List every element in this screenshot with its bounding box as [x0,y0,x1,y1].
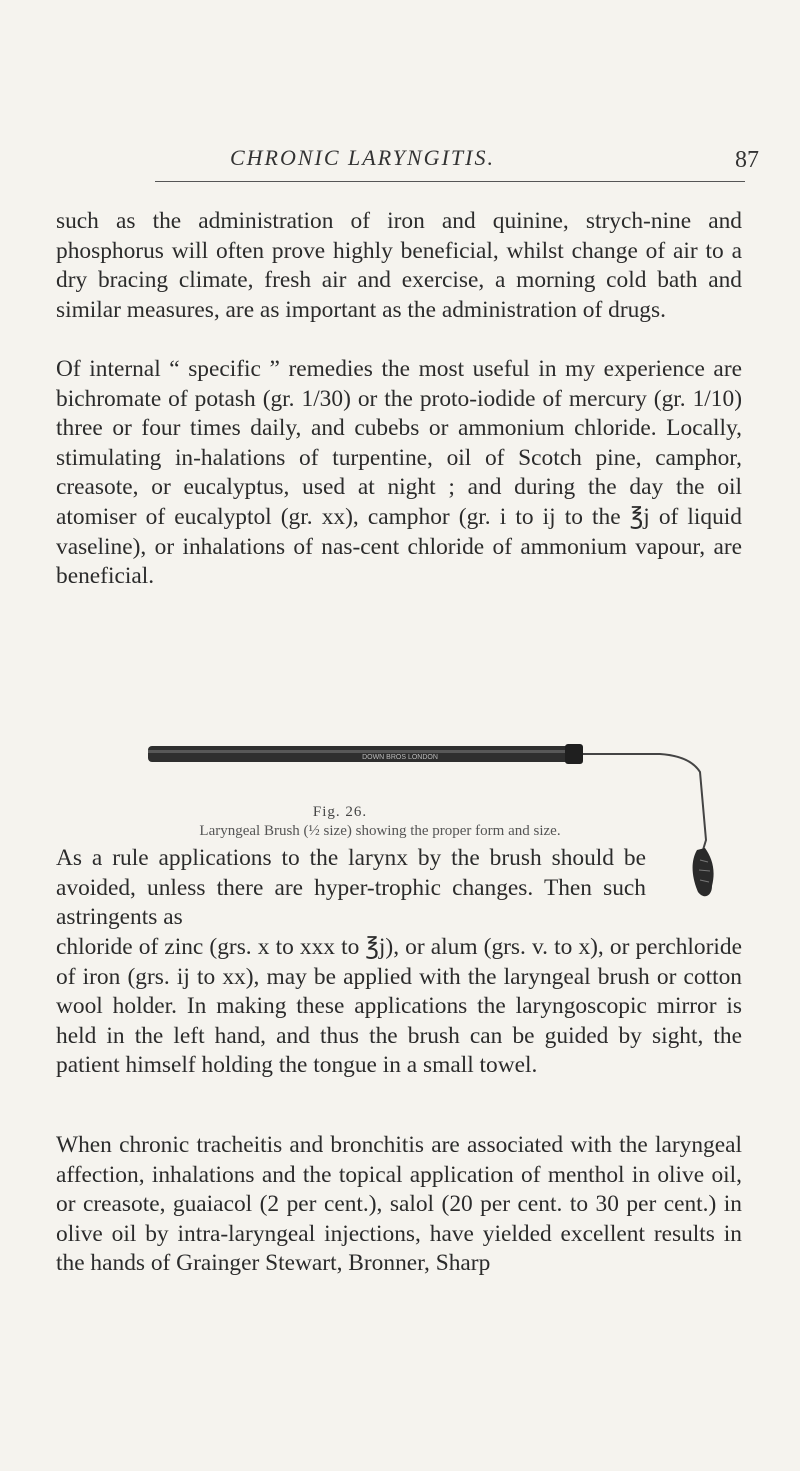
paragraph-specific-remedies: Of internal “ specific ” remedies the most useful in my experience are bichromate of potash (gr. 1/30) or the proto-iodide of mercury (gr. 1/10) three or four times daily, and cubebs or ammonium chloride. Locally, stimulating in-halations of turpentine, oil of Scotch pine, camphor, creasote, or eucalyptus, used at night ; and during the day the oil atomiser of eucalyptol (gr. xx), camphor (gr. i to ij to the ℥j of liquid vaseline), or inhalations of nas-cent chloride of ammonium vapour, are beneficial. [56,356,742,590]
page-number: 87 [735,147,759,173]
header-rule [155,181,745,182]
page-header [0,145,800,185]
figure-label: Fig. 26. [312,804,368,820]
figure-laryngeal-brush [0,700,800,839]
paragraph-applications: chloride of zinc (grs. x to xxx to ℥j), or alum (grs. v. to x), or perchloride of iron (grs. ij to xx), may be applied with the laryngeal brush or cotton wool holder. In making these applications the laryngoscopic mirror is held in the left hand, and thus the brush can be guided by sight, the patient himself holding the tongue in a small towel. [56,934,742,1079]
figure-caption: Laryngeal Brush (½ size) showing the proper form and size. [199,823,561,839]
handle-maker-mark: DOWN BROS LONDON [362,754,438,761]
running-title: CHRONIC LARYNGITIS. [230,145,495,170]
paragraph-applications-intro: As a rule applications to the larynx by the brush should be avoided, unless there are hyper-trophic changes. Then such astringents as [56,845,646,931]
paragraph-tracheitis: When chronic tracheitis and bronchitis are associated with the laryngeal affection, inhalations and the topical application of menthol in olive oil, or creasote, guaiacol (2 per cent.), salol (20 per cent. to 30 per cent.) in olive oil by intra-laryngeal injections, have yielded excellent results in the hands of Grainger Stewart, Bronner, Sharp [56,1132,742,1277]
paragraph-iron-quinine: such as the administration of iron and quinine, strych-nine and phosphorus will often prove highly beneficial, whilst change of air to a dry bracing climate, fresh air and exercise, a morning cold bath and similar measures, are as important as the administration of drugs. [56,208,742,323]
